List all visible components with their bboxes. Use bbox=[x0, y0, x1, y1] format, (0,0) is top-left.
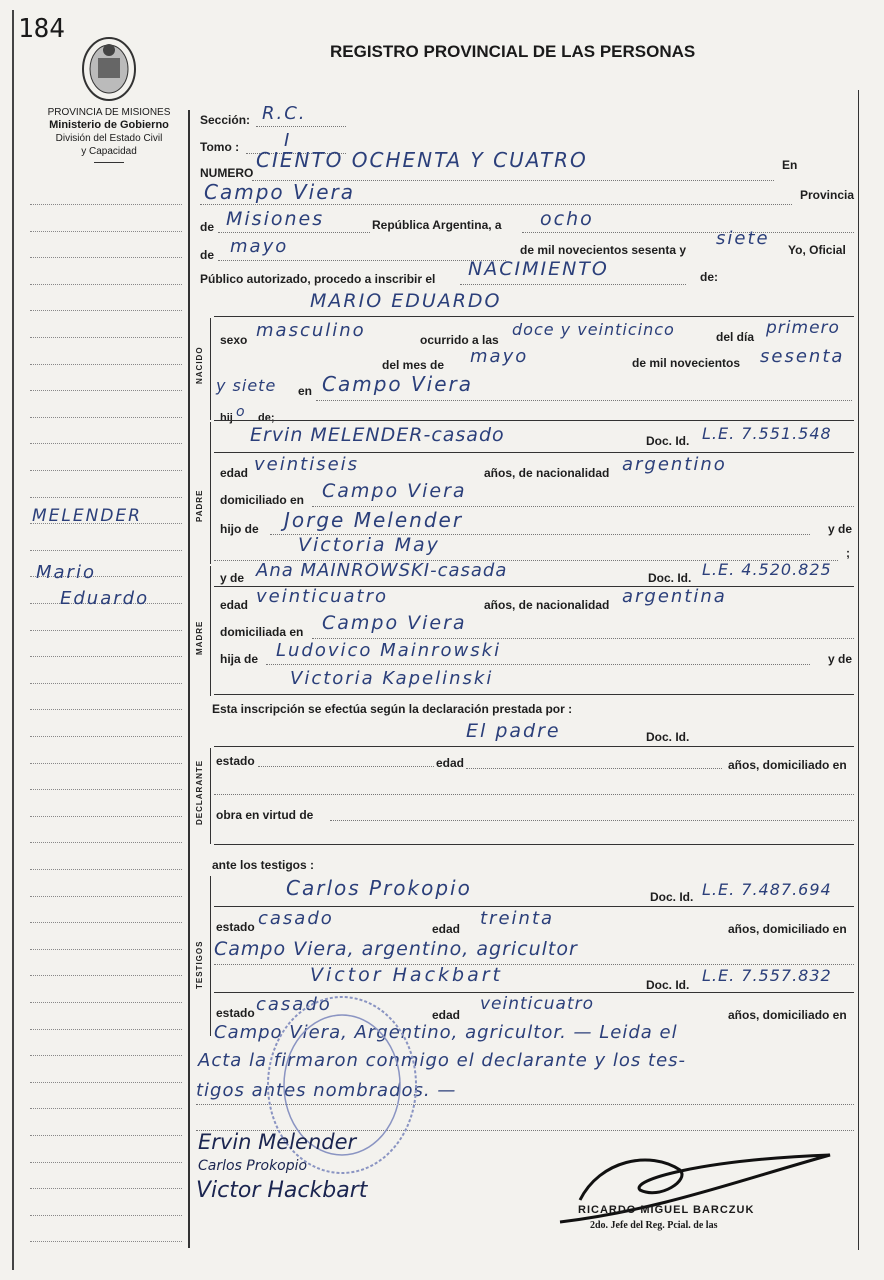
label-edad-testigo-2: edad bbox=[432, 1008, 461, 1022]
value-hora: doce y veinticinco bbox=[512, 320, 675, 339]
margin-ruled-line bbox=[30, 789, 182, 790]
label-edad-testigo-1: edad bbox=[432, 922, 461, 936]
testigo-2-doc: L.E. 7.557.832 bbox=[702, 966, 832, 985]
label-en-lugar: en bbox=[298, 384, 313, 398]
margin-ruled-line bbox=[30, 949, 182, 950]
margin-ruled-line bbox=[30, 390, 182, 391]
label-anos-dom-testigo-1: años, domiciliado en bbox=[728, 922, 847, 936]
madre-doc: L.E. 4.520.825 bbox=[702, 560, 832, 579]
margin-ruled-line bbox=[30, 1029, 182, 1030]
section-padre: PADRE bbox=[195, 489, 204, 523]
label-anos-nac-padre: años, de nacionalidad bbox=[484, 466, 610, 480]
semicolon: ; bbox=[846, 546, 850, 560]
label-anos-nac-madre: años, de nacionalidad bbox=[484, 598, 610, 612]
value-provincia: Misiones bbox=[226, 208, 325, 230]
margin-ruled-line bbox=[30, 1002, 182, 1003]
label-edad-madre: edad bbox=[220, 598, 249, 612]
value-dia-nac: primero bbox=[766, 318, 840, 338]
label-doc-madre: Doc. Id. bbox=[648, 571, 692, 585]
padre-nacionalidad: argentino bbox=[622, 454, 727, 475]
section-testigos: TESTIGOS bbox=[195, 940, 204, 990]
margin-ruled-line bbox=[30, 1241, 182, 1242]
coat-of-arms-icon bbox=[80, 36, 138, 102]
margin-ruled-line bbox=[30, 816, 182, 817]
label-mil-nov: de mil novecientos bbox=[632, 356, 741, 370]
label-publico: Público autorizado, procedo a inscribir el bbox=[200, 272, 436, 286]
label-anos-dom-testigo-2: años, domiciliado en bbox=[728, 1008, 847, 1022]
margin-ruled-line bbox=[30, 284, 182, 285]
margin-ruled-line bbox=[30, 1082, 182, 1083]
margin-given-2: Eduardo bbox=[60, 588, 150, 609]
label-de-2: de bbox=[200, 248, 215, 262]
margin-ruled-line bbox=[30, 1108, 182, 1109]
margin-ruled-line bbox=[30, 922, 182, 923]
label-doc-declarante: Doc. Id. bbox=[646, 730, 690, 744]
signature-padre: Ervin Melender bbox=[198, 1130, 357, 1154]
margin-ruled-line bbox=[30, 709, 182, 710]
margin-ruled-line bbox=[30, 630, 182, 631]
issuer-division-2: y Capacidad bbox=[81, 146, 137, 157]
value-anio-nac-1: sesenta bbox=[760, 346, 845, 367]
label-en: En bbox=[782, 158, 798, 172]
official-name: RICARDO MIGUEL BARCZUK bbox=[578, 1204, 755, 1216]
value-acto: NACIMIENTO bbox=[468, 258, 609, 280]
label-y-de-madre: y de bbox=[220, 571, 245, 585]
signature-testigo-1: Carlos Prokopio bbox=[198, 1158, 308, 1174]
margin-ruled-line bbox=[30, 896, 182, 897]
testigo-1-estado: casado bbox=[258, 908, 334, 929]
section-nacido: NACIDO bbox=[195, 346, 204, 384]
label-numero: NUMERO bbox=[200, 166, 254, 180]
padre-edad: veintiseis bbox=[254, 454, 360, 475]
madre-nacionalidad: argentina bbox=[622, 586, 727, 607]
margin-ruled-line bbox=[30, 842, 182, 843]
margin-ruled-line bbox=[30, 975, 182, 976]
label-ocurrido: ocurrido a las bbox=[420, 333, 499, 347]
margin-ruled-line bbox=[30, 257, 182, 258]
padre-domicilio: Campo Viera bbox=[322, 480, 467, 502]
margin-ruled-line bbox=[30, 364, 182, 365]
label-seccion: Sección: bbox=[200, 113, 251, 127]
margin-surname: MELENDER bbox=[32, 506, 142, 526]
label-hija-de: hija de bbox=[220, 652, 259, 666]
column-separator bbox=[188, 110, 190, 1248]
label-domiciliado-padre: domiciliado en bbox=[220, 493, 305, 507]
label-doc-testigo-1: Doc. Id. bbox=[650, 890, 694, 904]
value-numero: CIENTO OCHENTA Y CUATRO bbox=[256, 148, 588, 172]
value-tomo: I bbox=[284, 130, 292, 151]
margin-ruled-line bbox=[30, 1188, 182, 1189]
label-y-de-madre-2: y de bbox=[828, 652, 853, 666]
issuer-underline bbox=[94, 162, 124, 163]
page-number: 184 bbox=[18, 14, 65, 44]
official-title: 2do. Jefe del Reg. Pcial. de las bbox=[590, 1220, 718, 1231]
right-border bbox=[858, 90, 859, 1250]
margin-ruled-line bbox=[30, 231, 182, 232]
issuer-ministry: Ministerio de Gobierno bbox=[49, 119, 169, 131]
issuer-division: División del Estado Civil bbox=[55, 133, 163, 144]
margin-ruled-line bbox=[30, 656, 182, 657]
testigo-2-estado: casado bbox=[256, 994, 332, 1015]
madre-edad: veinticuatro bbox=[256, 586, 388, 607]
label-estado-testigo-2: estado bbox=[216, 1006, 255, 1020]
margin-ruled-line bbox=[30, 204, 182, 205]
closing-line-2: tigos antes nombrados. — bbox=[196, 1080, 457, 1101]
padre-hijo-de-2: Victoria May bbox=[298, 534, 440, 556]
value-anio-nac-2: y siete bbox=[216, 376, 277, 395]
section-declarante: DECLARANTE bbox=[195, 759, 204, 825]
label-ante-testigos: ante los testigos : bbox=[212, 858, 315, 872]
margin-ruled-line bbox=[30, 683, 182, 684]
label-de-mil: de mil novecientos sesenta y bbox=[520, 243, 687, 257]
margin-ruled-line bbox=[30, 310, 182, 311]
label-sexo: sexo bbox=[220, 333, 248, 347]
declarante-nombre: El padre bbox=[466, 720, 561, 742]
label-de-colon: de: bbox=[700, 270, 718, 284]
testigo-1-edad: treinta bbox=[480, 908, 555, 929]
page-title: REGISTRO PROVINCIAL DE LAS PERSONAS bbox=[330, 42, 696, 61]
testigo-2-edad: veinticuatro bbox=[480, 994, 594, 1014]
label-domiciliada-madre: domiciliada en bbox=[220, 625, 304, 639]
margin-ruled-line bbox=[30, 443, 182, 444]
label-obra: obra en virtud de bbox=[216, 808, 314, 822]
testigo-1-doc: L.E. 7.487.694 bbox=[702, 880, 832, 899]
value-anio: siete bbox=[716, 228, 770, 249]
margin-ruled-line bbox=[30, 1162, 182, 1163]
margin-ruled-line bbox=[30, 337, 182, 338]
margin-ruled-line bbox=[30, 763, 182, 764]
value-sexo: masculino bbox=[256, 320, 366, 341]
label-provincia: Provincia bbox=[800, 188, 855, 202]
value-lugar-nac: Campo Viera bbox=[322, 372, 474, 396]
testigo-1-nombre: Carlos Prokopio bbox=[286, 876, 472, 900]
label-y-de-padre: y de bbox=[828, 522, 853, 536]
label-edad-padre: edad bbox=[220, 466, 249, 480]
label-del-dia: del día bbox=[716, 330, 755, 344]
label-de-hijo: de; bbox=[258, 412, 275, 424]
margin-ruled-line bbox=[30, 497, 182, 498]
label-del-mes: del mes de bbox=[382, 358, 445, 372]
label-declaracion: Esta inscripción se efectúa según la declaración prestada por : bbox=[212, 702, 573, 716]
value-lugar: Campo Viera bbox=[204, 180, 356, 204]
signature-testigo-2: Victor Hackbart bbox=[196, 1178, 368, 1203]
padre-hijo-de-1: Jorge Melender bbox=[284, 508, 464, 532]
margin-ruled-line bbox=[30, 736, 182, 737]
section-madre: MADRE bbox=[195, 620, 204, 656]
label-de-1: de bbox=[200, 220, 215, 234]
margin-ruled-line bbox=[30, 470, 182, 471]
margin-ruled-line bbox=[30, 417, 182, 418]
margin-given-1: Mario bbox=[36, 562, 96, 583]
label-anos-dom-declarante: años, domiciliado en bbox=[728, 758, 847, 772]
value-hijo-mark: o bbox=[236, 404, 247, 420]
margin-ruled-line bbox=[30, 869, 182, 870]
margin-ruled-line bbox=[30, 1135, 182, 1136]
testigo-2-domicilio: Campo Viera, Argentino, agricultor. — Leida el bbox=[214, 1022, 678, 1043]
padre-nombre: Ervin MELENDER-casado bbox=[250, 424, 505, 446]
margin-ruled-line bbox=[30, 1215, 182, 1216]
value-nombre: MARIO EDUARDO bbox=[310, 290, 502, 312]
madre-nombre: Ana MAINROWSKI-casada bbox=[256, 560, 508, 581]
page-left-border bbox=[12, 10, 14, 1270]
label-doc-testigo-2: Doc. Id. bbox=[646, 978, 690, 992]
madre-hija-de-1: Ludovico Mainrowski bbox=[276, 640, 502, 661]
label-tomo: Tomo : bbox=[200, 140, 240, 154]
label-republica: República Argentina, a bbox=[372, 218, 502, 232]
label-estado-testigo-1: estado bbox=[216, 920, 255, 934]
madre-hija-de-2: Victoria Kapelinski bbox=[290, 668, 494, 689]
issuer-block bbox=[28, 106, 190, 167]
label-edad-declarante: edad bbox=[436, 756, 465, 770]
label-hijo-de: hijo de bbox=[220, 522, 259, 536]
issuer-province: PROVINCIA DE MISIONES bbox=[47, 107, 171, 118]
label-hijo: hij bbox=[220, 412, 233, 424]
margin-ruled-line bbox=[30, 1055, 182, 1056]
label-doc-padre: Doc. Id. bbox=[646, 434, 690, 448]
testigo-1-domicilio: Campo Viera, argentino, agricultor bbox=[214, 938, 578, 960]
value-mes: mayo bbox=[230, 236, 289, 257]
padre-doc: L.E. 7.551.548 bbox=[702, 424, 832, 443]
label-yo-oficial: Yo, Oficial bbox=[788, 243, 846, 257]
margin-ruled-line bbox=[30, 550, 182, 551]
testigo-2-nombre: Victor Hackbart bbox=[310, 964, 503, 986]
closing-line-1: Acta la firmaron conmigo el declarante y los tes- bbox=[198, 1050, 687, 1071]
value-mes-nac: mayo bbox=[470, 346, 529, 367]
label-estado-declarante: estado bbox=[216, 754, 255, 768]
value-seccion: R.C. bbox=[262, 103, 307, 124]
madre-domicilio: Campo Viera bbox=[322, 612, 467, 634]
value-dia: ocho bbox=[540, 208, 594, 230]
